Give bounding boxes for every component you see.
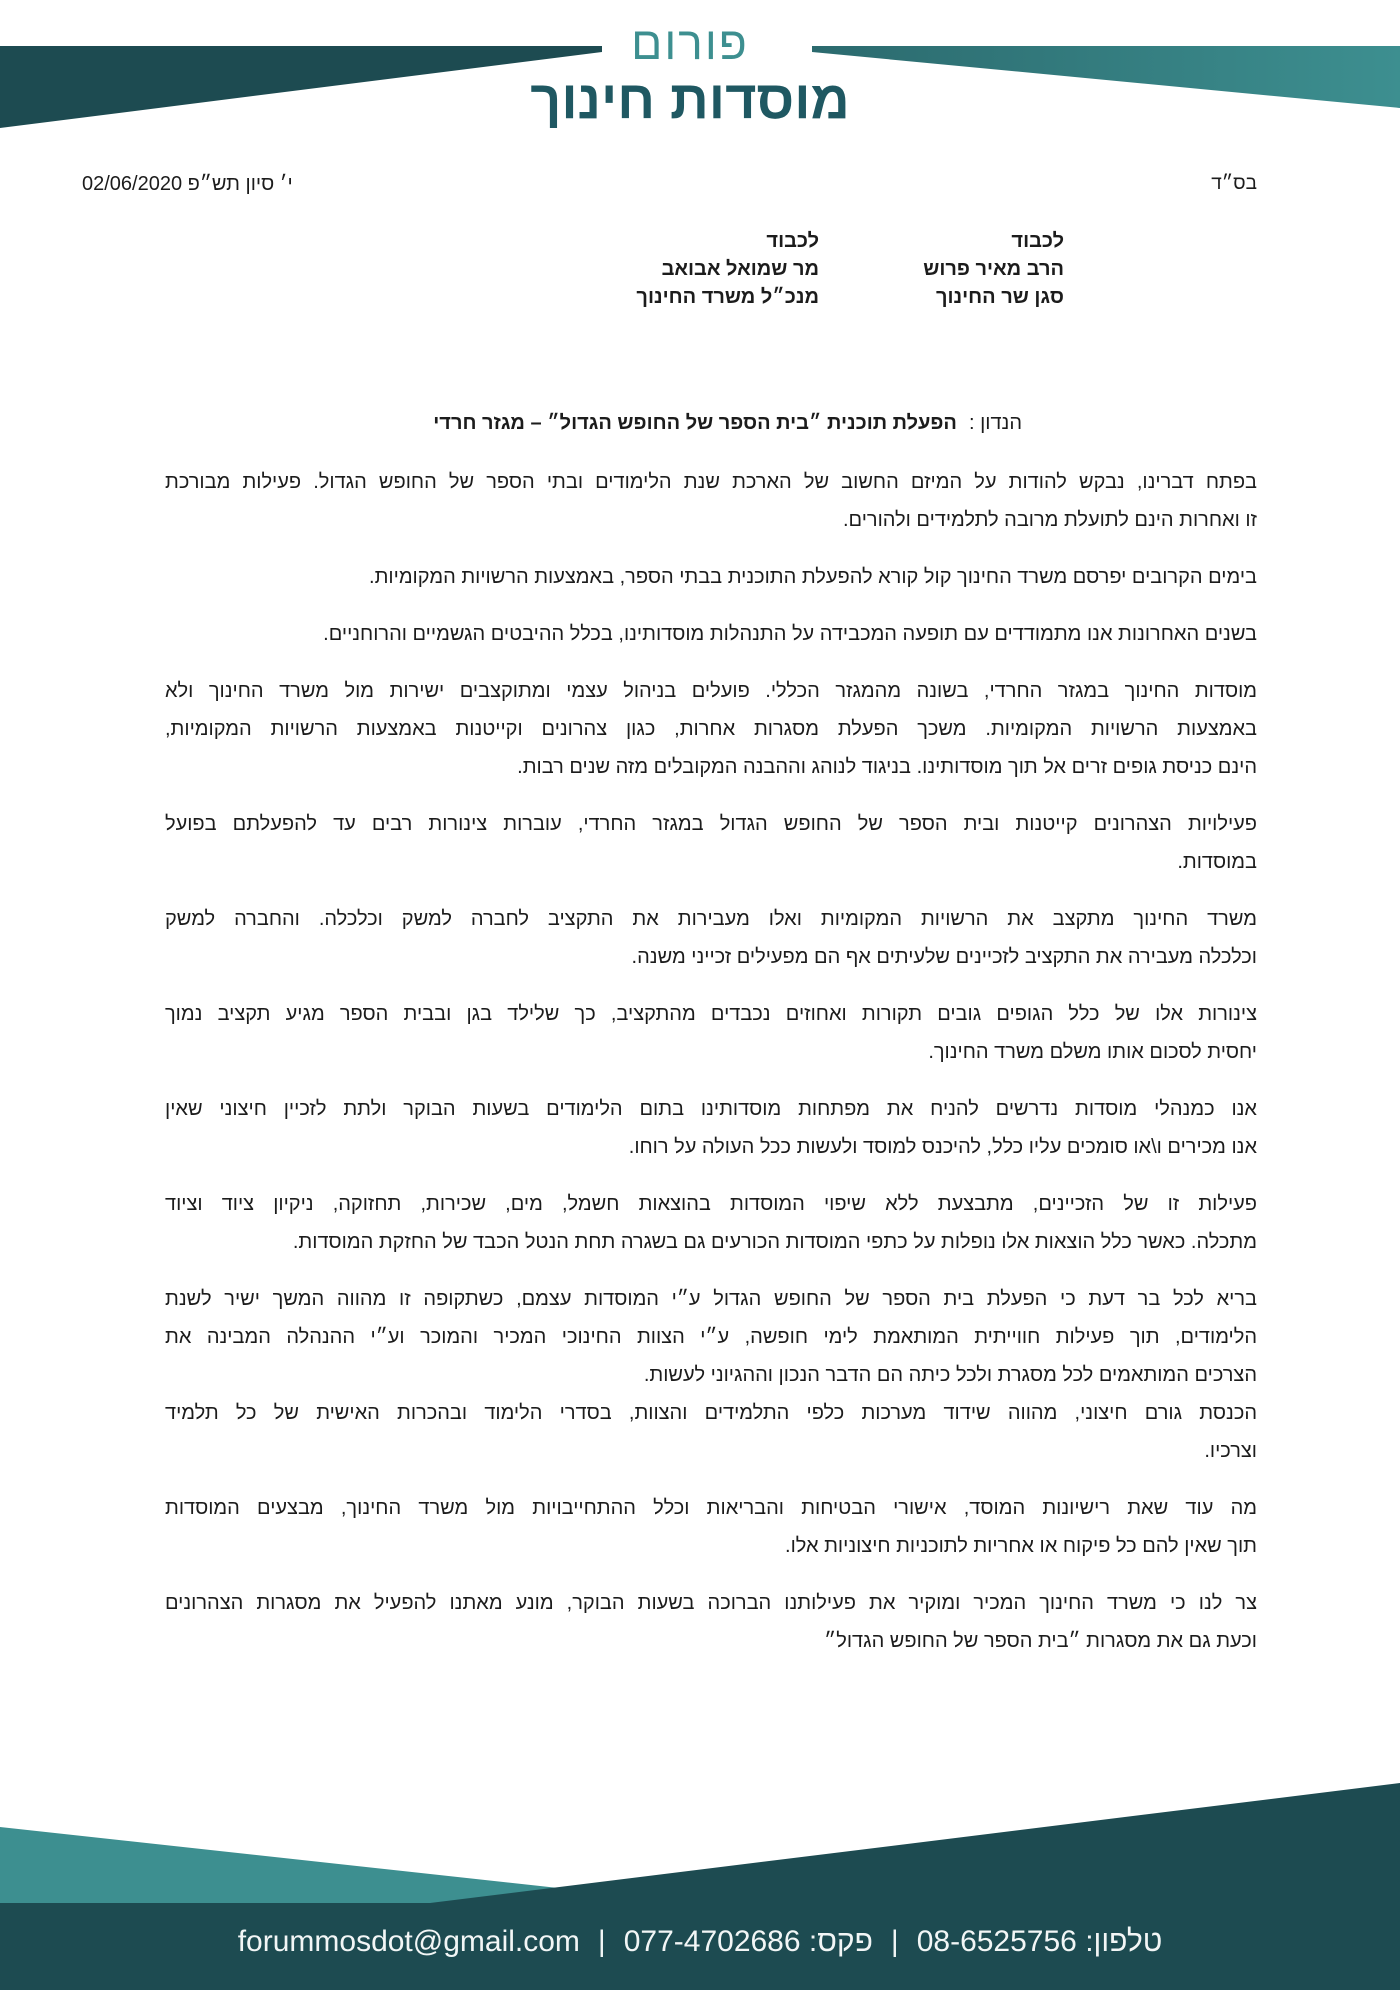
paragraph-5: [165, 805, 1257, 881]
paragraph-12: [165, 1584, 1257, 1660]
recipient-deputy-minister: [923, 227, 1064, 311]
paragraph-11: [165, 1489, 1257, 1565]
paragraph-line: הינם כניסת גופים זרים אל תוך מוסדותינו. בניגוד לנוהג וההבנה המקובלים מזה שנים רבות.: [517, 756, 1257, 778]
subject-text: הפעלת תוכנית ״בית הספר של החופש הגדול״ – מגזר חרדי: [433, 412, 957, 434]
paragraph-line: תוך שאין להם כל פיקוח או אחריות לתוכניות חיצוניות אלו.: [785, 1535, 1257, 1557]
paragraph-line: וצרכיו.: [1204, 1440, 1257, 1462]
subject-line: [433, 409, 1022, 437]
footer-separator: |: [890, 1925, 899, 1958]
paragraph-line: פעילות זו של הזכיינים, מתבצעת ללא שיפוי המוסדות בהוצאות חשמל, מים, שכירות, תחזוקה, ניקיון ציוד וציוד: [165, 1193, 1257, 1215]
recipient-director-general: [636, 227, 819, 311]
footer-phone: [917, 1922, 1163, 1962]
paragraph-9: [165, 1185, 1257, 1261]
paragraph-line: יחסית לסכום אותו משלם משרד החינוך.: [928, 1041, 1257, 1063]
paragraph-line: הצרכים המותאמים לכל מסגרת ולכל כיתה הם הדבר הנכון וההגיוני לעשות.: [643, 1364, 1257, 1386]
paragraph-1: [165, 463, 1257, 539]
recipient-name: הרב מאיר פרוש: [923, 258, 1064, 280]
logo-title: מוסדות חינוך: [530, 70, 850, 130]
footer-fax: [624, 1922, 873, 1962]
paragraph-line: אנו כמנהלי מוסדות נדרשים להניח את מפתחות מוסדותינו בתום הלימודים בשעות הבוקר ולתת לזכיין חיצוני שאין: [165, 1098, 1257, 1120]
paragraph-line: וכעת גם את מסגרות ״בית הספר של החופש הגדול״: [824, 1630, 1257, 1652]
footer-separator: |: [597, 1925, 606, 1958]
paragraph-line: בפתח דברינו, נבקש להודות על המיזם החשוב של הארכת שנת הלימודים ובתי הספר של החופש הגדול. פעילות מבורכת: [165, 471, 1257, 493]
paragraph-line: צינורות אלו של כלל הגופים גובים תקורות ואחוזים נכבדים מהתקציב, כך שלילד בגן ובבית הספר מגיע תקציב נמוך: [165, 1003, 1257, 1025]
paragraph-line: במוסדות.: [1177, 851, 1257, 873]
logo: [490, 16, 890, 130]
paragraph-line: זו ואחרות הינם לתועלת מרובה לתלמידים ולהורים.: [842, 509, 1257, 531]
header-right-bar: [812, 46, 1400, 108]
phone-label: טלפון:: [1085, 1925, 1163, 1958]
paragraph-6: [165, 900, 1257, 976]
paragraph-10: [165, 1280, 1257, 1470]
phone-number: 08-6525756: [916, 1925, 1077, 1958]
paragraph-line: מוסדות החינוך במגזר החרדי, בשונה מהמגזר הכללי. פועלים בניהול עצמי ומתוקצבים ישירות מול משרד החינוך ולא: [165, 680, 1257, 702]
recipient-name: מר שמואל אבואב: [661, 258, 819, 280]
paragraph-line: מה עוד שאת רישיונות המוסד, אישורי הבטיחות והבריאות וכלל ההתחייבויות מול משרד החינוך, מבצעים המוסדות: [165, 1497, 1257, 1519]
paragraph-line: פעילויות הצהרונים קייטנות ובית הספר של החופש הגדול במגזר החרדי, עוברות צינורות רבים עד להפעלתם בפועל: [165, 813, 1257, 835]
footer-contact: [0, 1922, 1400, 1962]
paragraph-line: בריא לכל בר דעת כי הפעלת בית הספר של החופש הגדול ע״י המוסדות עצמם, כשתקופה זו מהווה המשך ישיר לשנת: [165, 1288, 1257, 1310]
recipient-salutation: לכבוד: [1011, 230, 1064, 252]
fax-number: 077-4702686: [623, 1925, 801, 1958]
logo-forum-text: פורום: [631, 17, 749, 69]
paragraph-line: בשנים האחרונות אנו מתמודדים עם תופעה המכבידה על התנהלות מוסדותינו, בכלל ההיבטים הגשמיים והרוחניים.: [323, 623, 1257, 645]
paragraph-7: [165, 995, 1257, 1071]
paragraph-line: בימים הקרובים יפרסם משרד החינוך קול קורא להפעלת התוכנית בבתי הספר, באמצעות הרשויות המקומיות.: [369, 566, 1257, 588]
paragraph-line: אנו מכירים ו\או סומכים עליו כלל, להיכנס למוסד ולעשות ככל העולה על רוחו.: [628, 1136, 1257, 1158]
paragraph-3: [165, 615, 1257, 653]
bsd-mark: בס״ד: [1211, 173, 1257, 194]
subject-label: הנדון :: [968, 412, 1022, 434]
paragraph-line: צר לנו כי משרד החינוך המכיר ומוקיר את פעילותנו הברוכה בשעות הבוקר, מונע מאתנו להפעיל את מסגרות הצהרונים: [165, 1592, 1257, 1614]
paragraph-line: באמצעות הרשויות המקומיות. משכך הפעלת מסגרות אחרות, כגון צהרונים וקייטנות באמצעות הרשויות המקומיות,: [165, 718, 1257, 740]
paragraph-line: הכנסת גורם חיצוני, מהווה שידוד מערכות כלפי התלמידים והצוות, בסדרי הלימוד ובהכרות האישית של כל תלמיד: [165, 1402, 1257, 1424]
recipient-title: סגן שר החינוך: [935, 286, 1064, 308]
paragraph-line: מתכלה. כאשר כלל הוצאות אלו נופלות על כתפי המוסדות הכורעים גם בשגרה תחת הנטל הכבד של החזקת המוסדות.: [292, 1231, 1257, 1253]
paragraph-8: [165, 1090, 1257, 1166]
paragraph-2: [165, 558, 1257, 596]
paragraph-line: הלימודים, תוך פעילות חווייתית המותאמת לימי חופשה, ע״י הצוות החינוכי המכיר והמוכר וע״י ההנהלה המבינה את: [165, 1326, 1257, 1348]
paragraph-4: [165, 672, 1257, 786]
paragraph-line: משרד החינוך מתקצב את הרשויות המקומיות ואלו מעבירות את התקציב לחברה למשק וכלכלה. והחברה למשק: [165, 908, 1257, 930]
letter-body: [165, 463, 1257, 1660]
fax-label: פקס:: [808, 1925, 873, 1958]
recipient-salutation: לכבוד: [766, 230, 819, 252]
paragraph-line: וכלכלה מעבירה את התקציב לזכיינים שלעיתים אף הם מפעילים זכייני משנה.: [631, 946, 1257, 968]
letter-date: י׳ סיון תש״פ 02/06/2020: [82, 173, 293, 195]
recipient-title: מנכ״ל משרד החינוך: [636, 286, 819, 308]
footer-email: forummosdot@gmail.com: [237, 1925, 580, 1958]
